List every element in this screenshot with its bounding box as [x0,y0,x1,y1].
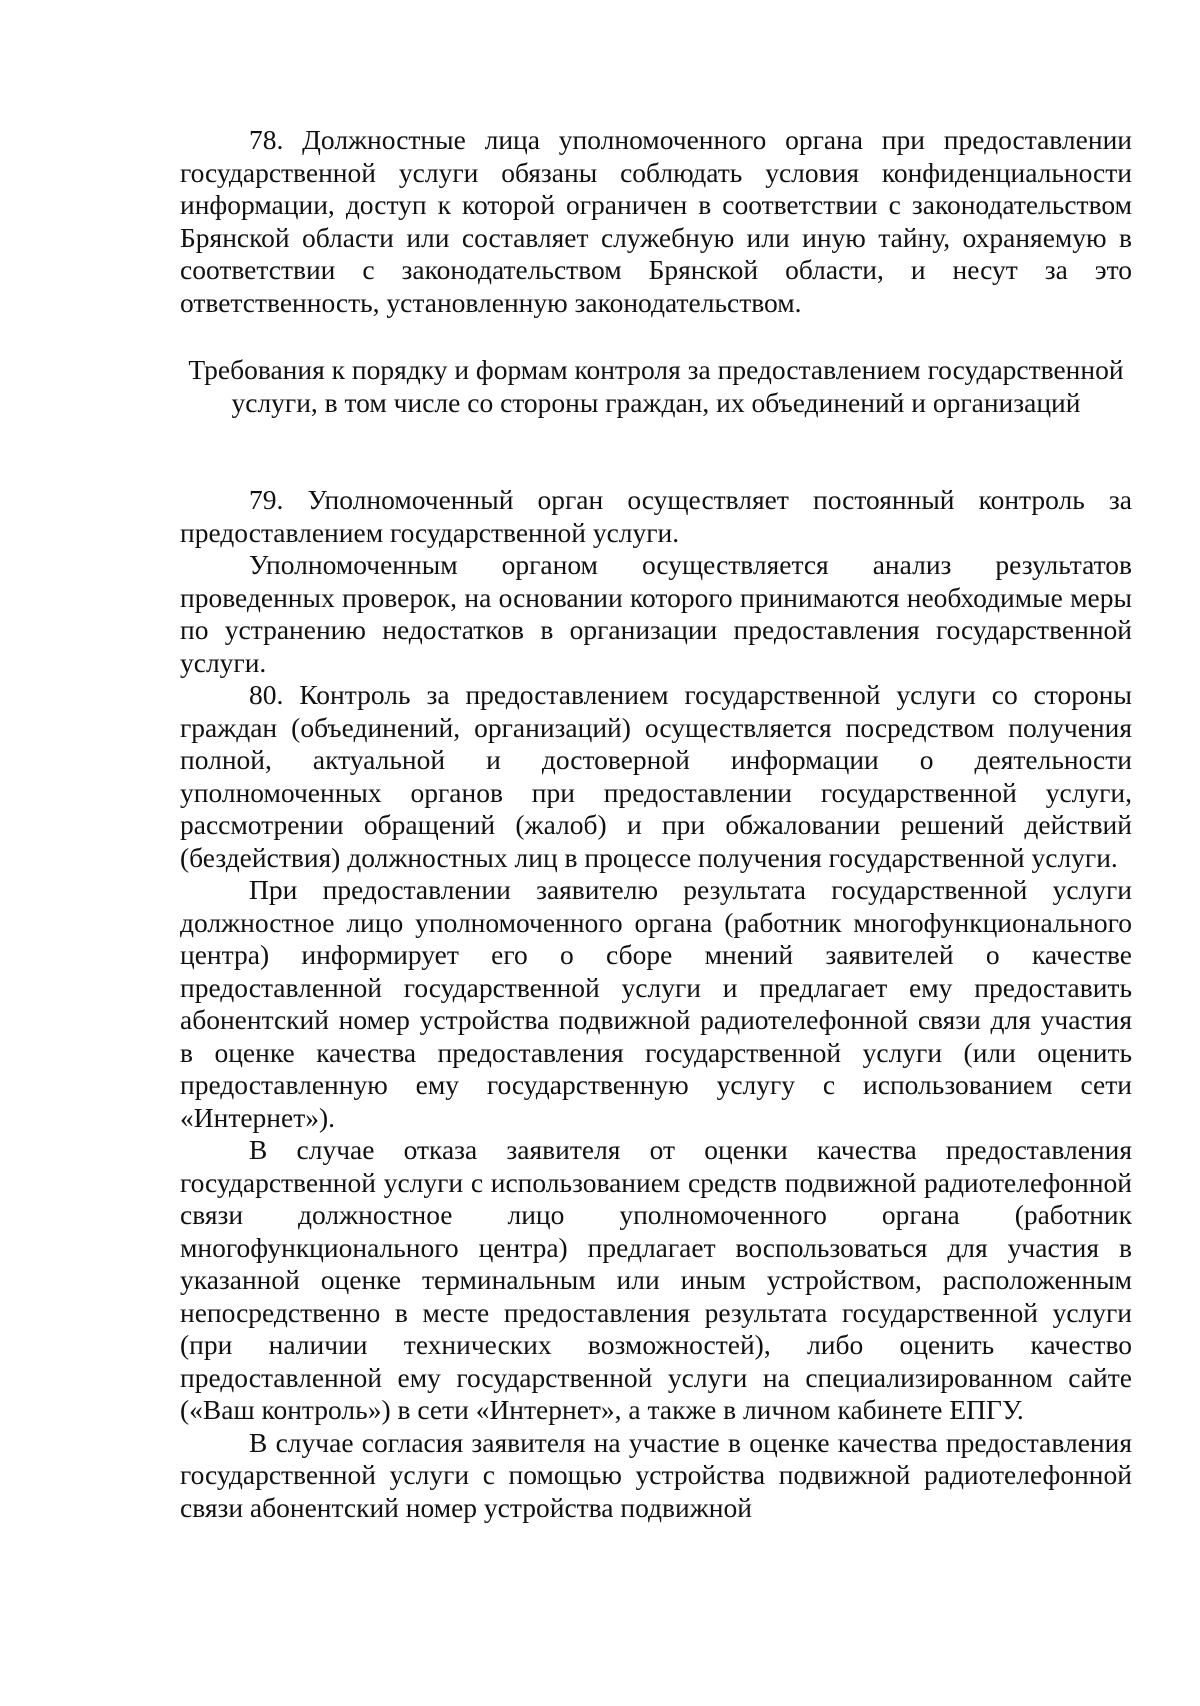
paragraph-80: 80. Контроль за предоставлением государственной услуги со стороны граждан (объединений, организаций) осуществляется посредством получения полной, актуальной и достоверной информации о деятельности уполномоченных органов при предоставлении государственной услуги, рассмотрении обращений (жалоб) и при обжаловании решений действий (бездействия) должностных лиц в процессе получения государственной услуги. [180,679,1132,873]
paragraph-group-top [180,124,1132,319]
paragraph-79-analysis: Уполномоченным органом осуществляется анализ результатов проведенных проверок, на основании которого принимаются необходимые меры по устранению недостатков в организации предоставления государственной услуги. [180,549,1132,678]
paragraph-group-main [180,484,1132,1524]
paragraph-80-result-feedback: При предоставлении заявителю результата государственной услуги должностное лицо уполномоченного органа (работник многофункционального центра) информирует его о сборе мнений заявителей о качестве предоставленной государственной услуги и предлагает ему предоставить абонентский номер устройства подвижной радиотелефонной связи для участия в оценке качества предоставления государственной услуги (или оценить предоставленную ему государственную услугу с использованием сети «Интернет»). [180,874,1132,1133]
section-heading: Требования к порядку и формам контроля за предоставлением государственной услуги, в том числе со стороны граждан, их объединений и организаций [188,354,1124,418]
paragraph-80-consent-case: В случае согласия заявителя на участие в оценке качества предоставления государственной услуги с помощью устройства подвижной радиотелефонной связи абонентский номер устройства подвижной [180,1426,1132,1523]
paragraph-80-refusal-case: В случае отказа заявителя от оценки качества предоставления государственной услуги с использованием средств подвижной радиотелефонной связи должностное лицо уполномоченного органа (работник многофункционального центра) предлагает воспользоваться для участия в указанной оценке терминальным или иным устройством, расположенным непосредственно в месте предоставления результата государственной услуги (при наличии технических возможностей), либо оценить качество предоставленной ему государственной услуги на специализированном сайте («Ваш контроль») в сети «Интернет», а также в личном кабинете ЕПГУ. [180,1134,1132,1425]
paragraph-79: 79. Уполномоченный орган осуществляет постоянный контроль за предоставлением государственной услуги. [180,484,1132,548]
paragraph-78: 78. Должностные лица уполномоченного органа при предоставлении государственной услуги обязаны соблюдать условия конфиденциальности информации, доступ к которой ограничен в соответствии с законодательством Брянской области или составляет служебную или иную тайну, охраняемую в соответствии с законодательством Брянской области, и несут за это ответственность, установленную законодательством. [180,124,1132,318]
